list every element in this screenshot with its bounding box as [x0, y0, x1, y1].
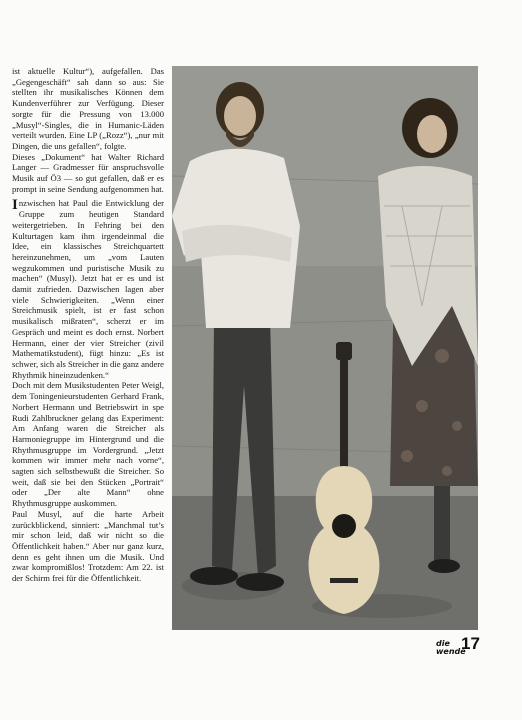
article-text-column — [12, 66, 164, 584]
magazine-logo-line: wende — [436, 647, 466, 656]
page-number: 17 — [461, 634, 480, 653]
drop-cap: I — [12, 197, 18, 214]
band-photo-illustration — [172, 66, 478, 630]
article-paragraph: Paul Musyl, auf die harte Arbeit zurückblickend, sinniert: „Manchmal tut’s mir schon leid, daß wir nicht so die Öffentlichkeit haben.“ Aber nur ganz kurz, denn es geht ihnen um die Musik. Und zwar kompromißlos! Trotzdem: Am 22. ist der Schirm frei für die Öffentlichkeit. — [12, 508, 164, 584]
band-photo — [172, 66, 478, 630]
section-first-text: nzwischen hat Paul die Entwicklung der Gruppe zum heutigen Standard weitergetrieben. In Fehring bei den Kulturtagen kam ihm irgendeinmal die Idee, ein klassisches Streichquartett hereinzunehmen, um „vom Lauten wegzukommen und puristische Musik zu machen“ (Musyl). Jetzt hat er es und ist damit zufrieden. Dazwischen lagen aber viele Schwierigkeiten. „Wenn einer Streichmusik spielt, ist er fast schon musikalisch mißraten“, scherzt er im Gespräch und meint es doch ernst. Norbert Hermann, einer der vier Streicher (zivil Mathematikstudent), fügt hinzu: „Es ist schwer, sich als Streicher in die ganz andere Rhythmik hineinzudenken.“ — [12, 198, 164, 380]
magazine-logo-line: die — [436, 639, 450, 648]
article-section-paragraph — [12, 198, 164, 380]
article-paragraph: Dieses „Dokument“ hat Walter Richard Langer — Gradmesser für anspruchsvolle Musik auf Ö3 — so gut gefallen, daß er es prompt in seine Sendung aufgenommen hat. — [12, 151, 164, 194]
article-paragraph: ist aktuelle Kultur“), aufgefallen. Das „Gegengeschäft“ sah dann so aus: Sie stellten ihr musikalisches Können dem Kundenverführer zur Verfügung. Dieser sorgte für die Pressung von 13.000 „Musyl“-Singles, die in Humanic-Läden verteilt wurden. Eine LP („Rozz“), „nur mit Dingen, die uns gefallen“, folgte. — [12, 66, 164, 151]
article-paragraph: Doch mit dem Musikstudenten Peter Weigl, dem Toningenieurstudenten Gerhard Frank, Norbert Hermann und Betriebswirt in spe Rudi Zahlbruckner gelang das Experiment: Am Anfang waren die Streicher als Harmoniegruppe im Hintergrund und die Rhythmusgruppe im Vordergrund. „Jetzt kommen wir immer mehr nach vorne“, sagten sich selbstbewußt die Streicher. So weit, daß sie bei den Stücken „Portrait“ oder „Der alte Mann“ ohne Rhythmusgruppe auskommen. — [12, 380, 164, 509]
